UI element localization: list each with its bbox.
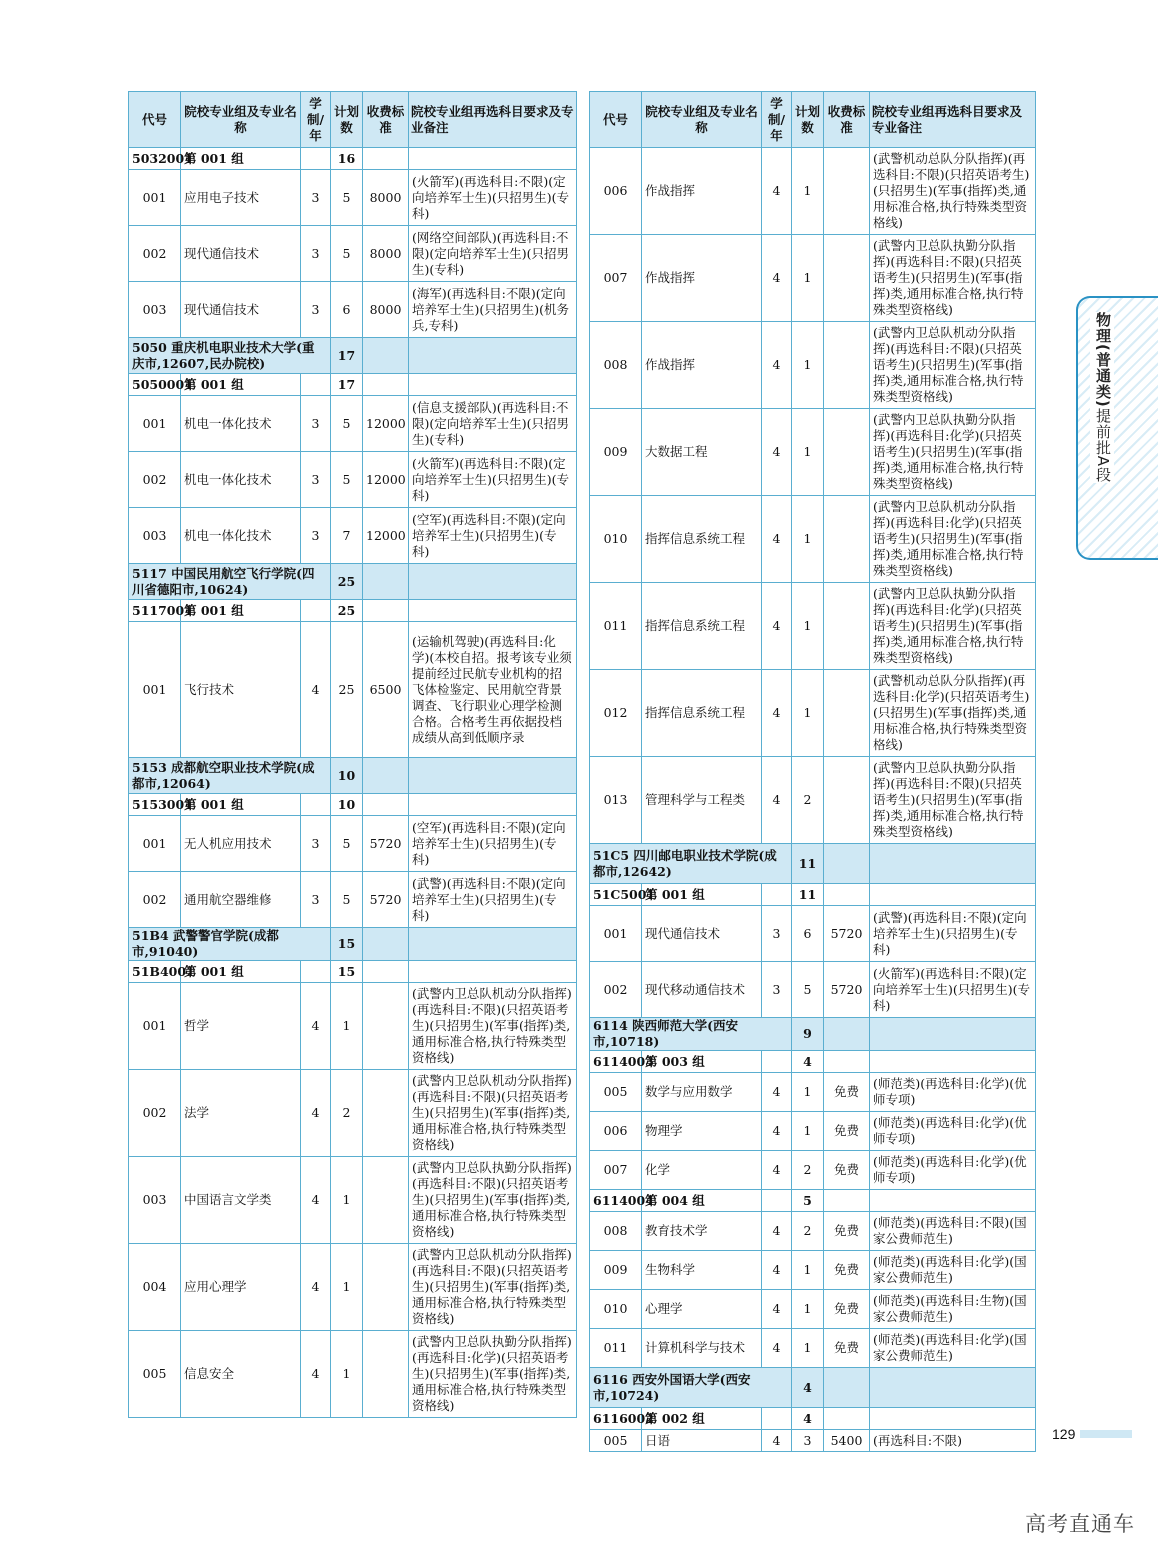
side-tab-text bbox=[1090, 312, 1114, 483]
major-plan: 5 bbox=[792, 962, 824, 1018]
major-code: 001 bbox=[129, 622, 181, 758]
major-name: 现代移动通信技术 bbox=[642, 962, 762, 1018]
major-code: 007 bbox=[590, 1151, 642, 1190]
table-row bbox=[590, 1112, 1036, 1151]
group-row bbox=[590, 1190, 1036, 1212]
major-name: 哲学 bbox=[181, 983, 301, 1070]
group-plan: 15 bbox=[331, 961, 363, 983]
group-name: 第 001 组 bbox=[181, 600, 301, 622]
school-plan: 9 bbox=[792, 1018, 824, 1051]
major-name: 应用心理学 bbox=[181, 1244, 301, 1331]
major-name: 现代通信技术 bbox=[181, 226, 301, 282]
major-plan: 1 bbox=[792, 1290, 824, 1329]
group-plan: 16 bbox=[331, 148, 363, 170]
major-note: (武警机动总队分队指挥)(再选科目:不限)(只招英语考生)(只招男生)(军事(指挥)类,通用标准合格,执行特殊类型资格线) bbox=[870, 148, 1036, 235]
table-row bbox=[129, 816, 577, 872]
section-side-tab bbox=[1076, 296, 1158, 560]
header-years: 学制/年 bbox=[301, 92, 331, 148]
table-row bbox=[129, 170, 577, 226]
major-fee: 免费 bbox=[824, 1112, 870, 1151]
header-fee: 收费标准 bbox=[824, 92, 870, 148]
group-code: 5032001 bbox=[129, 148, 181, 170]
major-code: 002 bbox=[129, 226, 181, 282]
table-row bbox=[129, 983, 577, 1070]
major-years: 4 bbox=[301, 622, 331, 758]
major-name: 现代通信技术 bbox=[181, 282, 301, 338]
major-note: (海军)(再选科目:不限)(定向培养军士生)(只招男生)(机务兵,专科) bbox=[409, 282, 577, 338]
major-note: (武警内卫总队机动分队指挥)(再选科目:不限)(只招英语考生)(只招男生)(军事(指挥)类,通用标准合格,执行特殊类型资格线) bbox=[409, 1070, 577, 1157]
table-row bbox=[590, 496, 1036, 583]
major-name: 法学 bbox=[181, 1070, 301, 1157]
major-years: 4 bbox=[762, 1430, 792, 1452]
table-row bbox=[590, 962, 1036, 1018]
major-note: (武警内卫总队执勤分队指挥)(再选科目:不限)(只招英语考生)(只招男生)(军事(指挥)类,通用标准合格,执行特殊类型资格线) bbox=[870, 757, 1036, 844]
major-note: (空军)(再选科目:不限)(定向培养军士生)(只招男生)(专科) bbox=[409, 816, 577, 872]
major-code: 008 bbox=[590, 322, 642, 409]
table-row bbox=[590, 322, 1036, 409]
major-years: 3 bbox=[301, 452, 331, 508]
school-plan: 4 bbox=[792, 1368, 824, 1408]
table-row bbox=[129, 1157, 577, 1244]
major-code: 009 bbox=[590, 409, 642, 496]
major-code: 011 bbox=[590, 583, 642, 670]
school-plan: 15 bbox=[331, 928, 363, 961]
major-fee: 免费 bbox=[824, 1073, 870, 1112]
school-name: 51C5 四川邮电职业技术学院(成都市,12642) bbox=[590, 844, 792, 884]
major-fee: 6500 bbox=[363, 622, 409, 758]
major-code: 005 bbox=[590, 1430, 642, 1452]
school-row bbox=[590, 1018, 1036, 1051]
school-row bbox=[129, 758, 577, 794]
major-plan: 5 bbox=[331, 452, 363, 508]
major-plan: 1 bbox=[331, 1244, 363, 1331]
table-row bbox=[129, 622, 577, 758]
major-note: (火箭军)(再选科目:不限)(定向培养军士生)(只招男生)(专科) bbox=[409, 452, 577, 508]
major-years: 3 bbox=[762, 906, 792, 962]
major-fee: 8000 bbox=[363, 226, 409, 282]
major-note: (网络空间部队)(再选科目:不限)(定向培养军士生)(只招男生)(专科) bbox=[409, 226, 577, 282]
group-name: 第 002 组 bbox=[642, 1408, 762, 1430]
major-note: (师范类)(再选科目:化学)(国家公费师范生) bbox=[870, 1329, 1036, 1368]
major-plan: 1 bbox=[792, 235, 824, 322]
school-row bbox=[590, 844, 1036, 884]
major-plan: 1 bbox=[792, 322, 824, 409]
major-code: 010 bbox=[590, 496, 642, 583]
school-name: 5050 重庆机电职业技术大学(重庆市,12607,民办院校) bbox=[129, 338, 331, 374]
major-years: 3 bbox=[301, 872, 331, 928]
major-name: 中国语言文学类 bbox=[181, 1157, 301, 1244]
header-note: 院校专业组再选科目要求及专业备注 bbox=[870, 92, 1036, 148]
major-fee: 免费 bbox=[824, 1329, 870, 1368]
major-years: 4 bbox=[301, 1331, 331, 1418]
major-note: (信息支援部队)(再选科目:不限)(定向培养军士生)(只招男生)(专科) bbox=[409, 396, 577, 452]
group-row bbox=[129, 374, 577, 396]
major-code: 001 bbox=[129, 983, 181, 1070]
header-code: 代号 bbox=[129, 92, 181, 148]
group-name: 第 004 组 bbox=[642, 1190, 762, 1212]
major-code: 013 bbox=[590, 757, 642, 844]
major-code: 011 bbox=[590, 1329, 642, 1368]
major-note: (武警内卫总队执勤分队指挥)(再选科目:化学)(只招英语考生)(只招男生)(军事(指挥)类,通用标准合格,执行特殊类型资格线) bbox=[870, 409, 1036, 496]
major-years: 3 bbox=[301, 170, 331, 226]
group-plan: 17 bbox=[331, 374, 363, 396]
major-fee: 5400 bbox=[824, 1430, 870, 1452]
major-code: 006 bbox=[590, 1112, 642, 1151]
group-name: 第 001 组 bbox=[642, 884, 762, 906]
table-row bbox=[590, 1073, 1036, 1112]
school-plan: 17 bbox=[331, 338, 363, 374]
school-row bbox=[129, 928, 577, 961]
table-row bbox=[590, 409, 1036, 496]
header-note: 院校专业组再选科目要求及专业备注 bbox=[409, 92, 577, 148]
major-code: 003 bbox=[129, 508, 181, 564]
major-years: 4 bbox=[762, 1290, 792, 1329]
school-name: 6114 陕西师范大学(西安市,10718) bbox=[590, 1018, 792, 1051]
school-name: 5153 成都航空职业技术学院(成都市,12064) bbox=[129, 758, 331, 794]
table-row bbox=[129, 1331, 577, 1418]
table-header-row bbox=[590, 92, 1036, 148]
major-code: 003 bbox=[129, 1157, 181, 1244]
major-note: (武警内卫总队执勤分队指挥)(再选科目:化学)(只招英语考生)(只招男生)(军事(指挥)类,通用标准合格,执行特殊类型资格线) bbox=[870, 583, 1036, 670]
major-years: 4 bbox=[301, 1070, 331, 1157]
major-note: (武警)(再选科目:不限)(定向培养军士生)(只招男生)(专科) bbox=[870, 906, 1036, 962]
major-years: 4 bbox=[762, 757, 792, 844]
major-note: (火箭军)(再选科目:不限)(定向培养军士生)(只招男生)(专科) bbox=[409, 170, 577, 226]
major-plan: 1 bbox=[792, 1251, 824, 1290]
major-code: 001 bbox=[129, 816, 181, 872]
major-code: 007 bbox=[590, 235, 642, 322]
major-note: (运输机驾驶)(再选科目:化学)(本校自招。报考该专业须提前经过民航专业机构的招飞体检鉴定、民用航空背景调查、飞行职业心理学检测合格。合格考生再依据投档成绩从高到低顺序录 bbox=[409, 622, 577, 758]
header-years: 学制/年 bbox=[762, 92, 792, 148]
header-plan: 计划数 bbox=[331, 92, 363, 148]
major-note: (武警内卫总队执勤分队指挥)(再选科目:不限)(只招英语考生)(只招男生)(军事(指挥)类,通用标准合格,执行特殊类型资格线) bbox=[409, 1157, 577, 1244]
major-years: 4 bbox=[762, 1212, 792, 1251]
major-fee: 免费 bbox=[824, 1251, 870, 1290]
major-code: 001 bbox=[129, 170, 181, 226]
major-name: 信息安全 bbox=[181, 1331, 301, 1418]
major-note: (武警内卫总队机动分队指挥)(再选科目:化学)(只招英语考生)(只招男生)(军事(指挥)类,通用标准合格,执行特殊类型资格线) bbox=[870, 496, 1036, 583]
major-fee: 免费 bbox=[824, 1151, 870, 1190]
major-note: (火箭军)(再选科目:不限)(定向培养军士生)(只招男生)(专科) bbox=[870, 962, 1036, 1018]
major-years: 4 bbox=[301, 1244, 331, 1331]
major-years: 4 bbox=[301, 983, 331, 1070]
table-row bbox=[590, 1251, 1036, 1290]
group-row bbox=[590, 1408, 1036, 1430]
school-row bbox=[129, 564, 577, 600]
group-plan: 4 bbox=[792, 1051, 824, 1073]
header-name: 院校专业组及专业名称 bbox=[181, 92, 301, 148]
major-code: 002 bbox=[129, 872, 181, 928]
major-code: 010 bbox=[590, 1290, 642, 1329]
group-row bbox=[129, 148, 577, 170]
school-row bbox=[129, 338, 577, 374]
group-name: 第 001 组 bbox=[181, 961, 301, 983]
group-plan: 11 bbox=[792, 884, 824, 906]
major-years: 4 bbox=[762, 1251, 792, 1290]
left-admission-table bbox=[128, 91, 577, 1418]
group-name: 第 001 组 bbox=[181, 374, 301, 396]
group-code: 5050001 bbox=[129, 374, 181, 396]
watermark: 高考直通车 bbox=[1025, 1512, 1135, 1536]
major-plan: 7 bbox=[331, 508, 363, 564]
table-row bbox=[590, 757, 1036, 844]
major-fee: 8000 bbox=[363, 170, 409, 226]
header-code: 代号 bbox=[590, 92, 642, 148]
major-years: 3 bbox=[301, 396, 331, 452]
major-plan: 1 bbox=[792, 1112, 824, 1151]
major-name: 指挥信息系统工程 bbox=[642, 670, 762, 757]
major-fee: 12000 bbox=[363, 508, 409, 564]
major-years: 4 bbox=[762, 1073, 792, 1112]
major-note: (武警内卫总队机动分队指挥)(再选科目:不限)(只招英语考生)(只招男生)(军事(指挥)类,通用标准合格,执行特殊类型资格线) bbox=[409, 1244, 577, 1331]
major-fee: 5720 bbox=[363, 872, 409, 928]
major-note: (武警内卫总队机动分队指挥)(再选科目:不限)(只招英语考生)(只招男生)(军事(指挥)类,通用标准合格,执行特殊类型资格线) bbox=[870, 322, 1036, 409]
table-row bbox=[129, 508, 577, 564]
major-years: 3 bbox=[301, 816, 331, 872]
major-name: 机电一体化技术 bbox=[181, 452, 301, 508]
group-name: 第 001 组 bbox=[181, 148, 301, 170]
major-plan: 5 bbox=[331, 872, 363, 928]
major-plan: 1 bbox=[792, 670, 824, 757]
major-name: 数学与应用数学 bbox=[642, 1073, 762, 1112]
major-name: 化学 bbox=[642, 1151, 762, 1190]
group-name: 第 001 组 bbox=[181, 794, 301, 816]
table-row bbox=[129, 396, 577, 452]
table-row bbox=[129, 452, 577, 508]
group-row bbox=[590, 884, 1036, 906]
major-plan: 1 bbox=[331, 1331, 363, 1418]
major-note: (师范类)(再选科目:化学)(优师专项) bbox=[870, 1073, 1036, 1112]
major-name: 物理学 bbox=[642, 1112, 762, 1151]
group-row bbox=[129, 600, 577, 622]
group-code: 6114004 bbox=[590, 1190, 642, 1212]
table-row bbox=[590, 1290, 1036, 1329]
major-plan: 1 bbox=[792, 496, 824, 583]
major-plan: 1 bbox=[792, 1329, 824, 1368]
major-fee: 5720 bbox=[824, 962, 870, 1018]
group-code: 6116002 bbox=[590, 1408, 642, 1430]
table-row bbox=[590, 670, 1036, 757]
school-name: 51B4 武警警官学院(成都市,91040) bbox=[129, 928, 331, 961]
school-name: 6116 西安外国语大学(西安市,10724) bbox=[590, 1368, 792, 1408]
major-plan: 2 bbox=[331, 1070, 363, 1157]
major-years: 3 bbox=[301, 226, 331, 282]
major-fee: 12000 bbox=[363, 396, 409, 452]
major-plan: 1 bbox=[792, 409, 824, 496]
major-years: 3 bbox=[301, 282, 331, 338]
major-note: (武警内卫总队执勤分队指挥)(再选科目:不限)(只招英语考生)(只招男生)(军事(指挥)类,通用标准合格,执行特殊类型资格线) bbox=[870, 235, 1036, 322]
major-years: 4 bbox=[762, 1112, 792, 1151]
major-name: 现代通信技术 bbox=[642, 906, 762, 962]
table-row bbox=[129, 872, 577, 928]
major-years: 4 bbox=[762, 1151, 792, 1190]
major-name: 飞行技术 bbox=[181, 622, 301, 758]
table-row bbox=[590, 1329, 1036, 1368]
major-fee: 5720 bbox=[824, 906, 870, 962]
table-row bbox=[129, 282, 577, 338]
major-plan: 2 bbox=[792, 1212, 824, 1251]
major-name: 大数据工程 bbox=[642, 409, 762, 496]
group-row bbox=[129, 794, 577, 816]
major-name: 无人机应用技术 bbox=[181, 816, 301, 872]
major-code: 008 bbox=[590, 1212, 642, 1251]
group-code: 51C5001 bbox=[590, 884, 642, 906]
major-plan: 6 bbox=[331, 282, 363, 338]
major-years: 4 bbox=[301, 1157, 331, 1244]
page-number-bar bbox=[1080, 1430, 1132, 1438]
major-code: 001 bbox=[590, 906, 642, 962]
side-tab-sub: 提前批A段 bbox=[1094, 407, 1112, 483]
group-code: 51B4001 bbox=[129, 961, 181, 983]
table-row bbox=[590, 1212, 1036, 1251]
table-row bbox=[590, 148, 1036, 235]
major-note: (空军)(再选科目:不限)(定向培养军士生)(只招男生)(专科) bbox=[409, 508, 577, 564]
major-code: 005 bbox=[590, 1073, 642, 1112]
major-code: 002 bbox=[590, 962, 642, 1018]
major-years: 4 bbox=[762, 148, 792, 235]
major-note: (武警)(再选科目:不限)(定向培养军士生)(只招男生)(专科) bbox=[409, 872, 577, 928]
major-code: 003 bbox=[129, 282, 181, 338]
major-name: 作战指挥 bbox=[642, 148, 762, 235]
major-name: 指挥信息系统工程 bbox=[642, 583, 762, 670]
group-code: 6114003 bbox=[590, 1051, 642, 1073]
header-plan: 计划数 bbox=[792, 92, 824, 148]
major-plan: 1 bbox=[331, 1157, 363, 1244]
major-fee: 8000 bbox=[363, 282, 409, 338]
group-plan: 4 bbox=[792, 1408, 824, 1430]
major-name: 机电一体化技术 bbox=[181, 508, 301, 564]
major-name: 计算机科学与技术 bbox=[642, 1329, 762, 1368]
major-plan: 5 bbox=[331, 816, 363, 872]
group-name: 第 003 组 bbox=[642, 1051, 762, 1073]
group-code: 5153001 bbox=[129, 794, 181, 816]
major-years: 4 bbox=[762, 496, 792, 583]
major-name: 机电一体化技术 bbox=[181, 396, 301, 452]
major-years: 4 bbox=[762, 583, 792, 670]
major-plan: 5 bbox=[331, 226, 363, 282]
major-note: (武警内卫总队执勤分队指挥)(再选科目:化学)(只招英语考生)(只招男生)(军事(指挥)类,通用标准合格,执行特殊类型资格线) bbox=[409, 1331, 577, 1418]
major-years: 4 bbox=[762, 322, 792, 409]
major-note: (师范类)(再选科目:化学)(国家公费师范生) bbox=[870, 1251, 1036, 1290]
major-note: (师范类)(再选科目:生物)(国家公费师范生) bbox=[870, 1290, 1036, 1329]
table-row bbox=[129, 1244, 577, 1331]
major-note: (师范类)(再选科目:化学)(优师专项) bbox=[870, 1151, 1036, 1190]
major-name: 心理学 bbox=[642, 1290, 762, 1329]
major-note: (武警内卫总队机动分队指挥)(再选科目:不限)(只招英语考生)(只招男生)(军事(指挥)类,通用标准合格,执行特殊类型资格线) bbox=[409, 983, 577, 1070]
major-plan: 1 bbox=[331, 983, 363, 1070]
major-note: (师范类)(再选科目:不限)(国家公费师范生) bbox=[870, 1212, 1036, 1251]
major-years: 4 bbox=[762, 670, 792, 757]
major-code: 002 bbox=[129, 452, 181, 508]
major-fee: 免费 bbox=[824, 1212, 870, 1251]
table-row bbox=[590, 1430, 1036, 1452]
major-plan: 3 bbox=[792, 1430, 824, 1452]
major-plan: 1 bbox=[792, 148, 824, 235]
group-plan: 5 bbox=[792, 1190, 824, 1212]
table-row bbox=[590, 583, 1036, 670]
table-row bbox=[590, 1151, 1036, 1190]
major-name: 通用航空器维修 bbox=[181, 872, 301, 928]
major-name: 生物科学 bbox=[642, 1251, 762, 1290]
header-name: 院校专业组及专业名称 bbox=[642, 92, 762, 148]
major-plan: 6 bbox=[792, 906, 824, 962]
major-plan: 2 bbox=[792, 1151, 824, 1190]
major-note: (武警机动总队分队指挥)(再选科目:化学)(只招英语考生)(只招男生)(军事(指挥)类,通用标准合格,执行特殊类型资格线) bbox=[870, 670, 1036, 757]
major-name: 教育技术学 bbox=[642, 1212, 762, 1251]
major-plan: 2 bbox=[792, 757, 824, 844]
major-years: 4 bbox=[762, 1329, 792, 1368]
major-plan: 1 bbox=[792, 1073, 824, 1112]
major-name: 指挥信息系统工程 bbox=[642, 496, 762, 583]
table-row bbox=[590, 235, 1036, 322]
header-fee: 收费标准 bbox=[363, 92, 409, 148]
table-header-row bbox=[129, 92, 577, 148]
major-name: 日语 bbox=[642, 1430, 762, 1452]
major-code: 012 bbox=[590, 670, 642, 757]
major-code: 006 bbox=[590, 148, 642, 235]
table-row bbox=[590, 906, 1036, 962]
major-note: (再选科目:不限) bbox=[870, 1430, 1036, 1452]
group-plan: 25 bbox=[331, 600, 363, 622]
major-name: 作战指挥 bbox=[642, 235, 762, 322]
table-row bbox=[129, 1070, 577, 1157]
major-code: 005 bbox=[129, 1331, 181, 1418]
major-name: 管理科学与工程类 bbox=[642, 757, 762, 844]
group-row bbox=[129, 961, 577, 983]
major-code: 009 bbox=[590, 1251, 642, 1290]
major-name: 应用电子技术 bbox=[181, 170, 301, 226]
major-plan: 5 bbox=[331, 170, 363, 226]
school-row bbox=[590, 1368, 1036, 1408]
major-fee: 12000 bbox=[363, 452, 409, 508]
school-name: 5117 中国民用航空飞行学院(四川省德阳市,10624) bbox=[129, 564, 331, 600]
major-years: 3 bbox=[762, 962, 792, 1018]
school-plan: 10 bbox=[331, 758, 363, 794]
major-note: (师范类)(再选科目:化学)(优师专项) bbox=[870, 1112, 1036, 1151]
side-tab-main: 物理(普通类) bbox=[1094, 312, 1112, 408]
major-code: 001 bbox=[129, 396, 181, 452]
major-years: 4 bbox=[762, 409, 792, 496]
major-fee: 免费 bbox=[824, 1290, 870, 1329]
group-row bbox=[590, 1051, 1036, 1073]
school-plan: 25 bbox=[331, 564, 363, 600]
major-plan: 1 bbox=[792, 583, 824, 670]
school-plan: 11 bbox=[792, 844, 824, 884]
major-years: 4 bbox=[762, 235, 792, 322]
major-years: 3 bbox=[301, 508, 331, 564]
group-plan: 10 bbox=[331, 794, 363, 816]
major-code: 004 bbox=[129, 1244, 181, 1331]
table-row bbox=[129, 226, 577, 282]
major-plan: 5 bbox=[331, 396, 363, 452]
group-code: 5117001 bbox=[129, 600, 181, 622]
major-plan: 25 bbox=[331, 622, 363, 758]
major-fee: 5720 bbox=[363, 816, 409, 872]
page-number: 129 bbox=[1052, 1426, 1076, 1442]
right-admission-table bbox=[589, 91, 1036, 1452]
major-code: 002 bbox=[129, 1070, 181, 1157]
major-name: 作战指挥 bbox=[642, 322, 762, 409]
